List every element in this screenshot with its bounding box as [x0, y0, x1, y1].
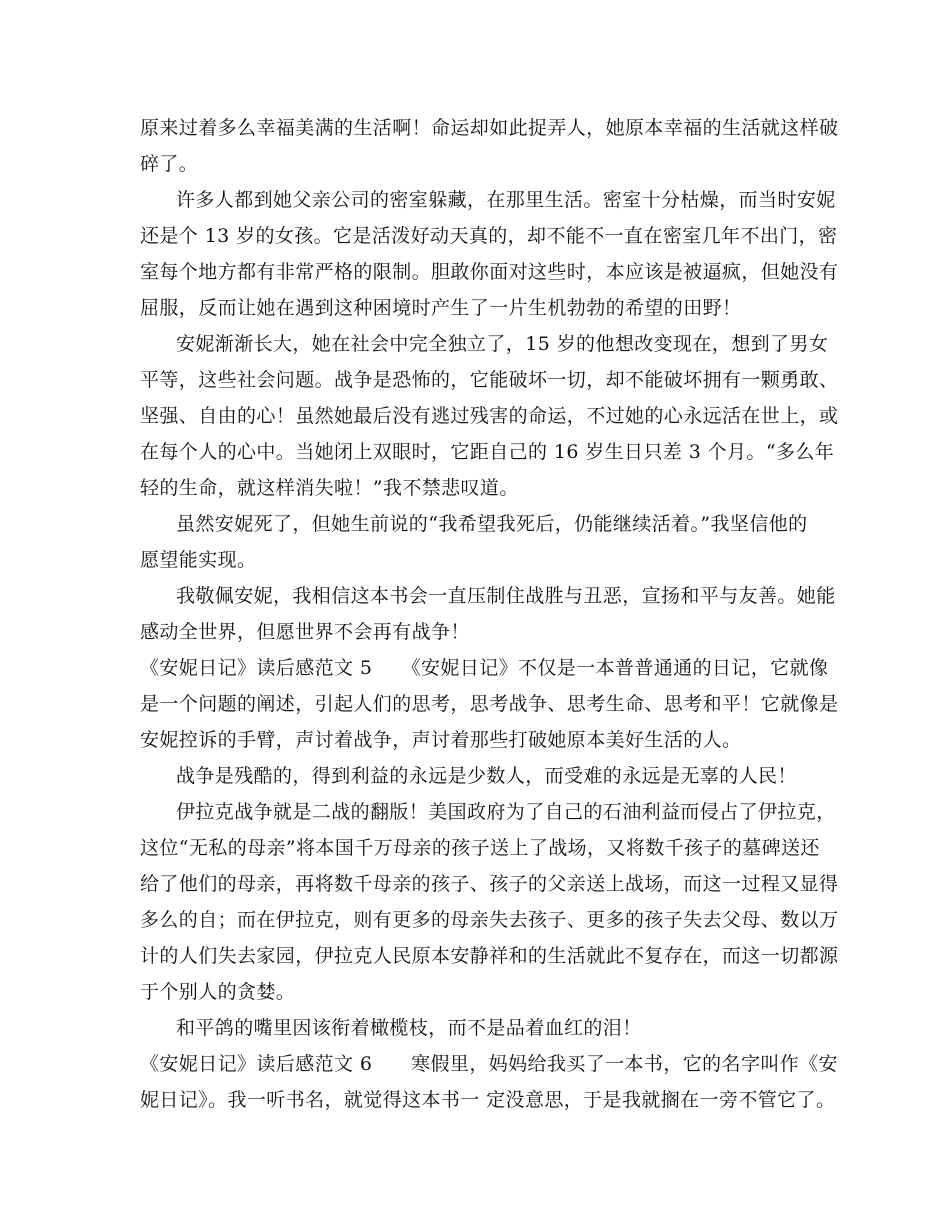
text-line: 室每个地方都有非常严格的限制。胆敢你面对这些时，本应该是被逼疯，但她没有 [140, 261, 839, 283]
text-line: 愿望能实现。 [140, 549, 257, 571]
text-line: 许多人都到她父亲公司的密室躲藏，在那里生活。密室十分枯燥，而当时安妮 [176, 189, 836, 211]
text-line: 虽然安妮死了，但她生前说的“我希望我死后，仍能继续活着。”我坚信他的 [176, 513, 808, 535]
text-line: 战争是残酷的，得到利益的永远是少数人，而受难的永远是无辜的人民！ [176, 765, 797, 787]
section-heading-line: 《安妮日记》读后感范文 6 寒假里，妈妈给我买了一本书，它的名字叫作《安 [140, 1053, 838, 1075]
text-line: 是一个问题的阐述，引起人们的思考，思考战争、思考生命、思考和平！它就像是 [140, 693, 839, 715]
text-line: 我敬佩安妮，我相信这本书会一直压制住战胜与丑恶，宣扬和平与友善。她能 [176, 585, 836, 607]
text-line: 平等，这些社会问题。战争是恐怖的，它能破坏一切，却不能破坏拥有一颗勇敢、 [140, 369, 839, 391]
text-line: 感动全世界，但愿世界不会再有战争！ [140, 621, 470, 643]
text-line: 安妮渐渐长大，她在社会中完全独立了，15 岁的他想改变现在，想到了男女 [176, 333, 829, 355]
text-line: 计的人们失去家园，伊拉克人民原本安静祥和的生活就此不复存在，而这一切都源 [140, 945, 839, 967]
text-line: 轻的生命，就这样消失啦！”我不禁悲叹道。 [140, 477, 519, 499]
text-line: 坚强、自由的心！虽然她最后没有逃过残害的命运，不过她的心永远活在世上，或 [140, 405, 839, 427]
text-line: 这位“无私的母亲”将本国千万母亲的孩子送上了战场，又将数千孩子的墓碑送还 [140, 837, 820, 859]
text-line: 和平鸽的嘴里因该衔着橄榄枝，而不是品着血红的泪！ [176, 1017, 642, 1039]
section-heading-line: 《安妮日记》读后感范文 5 《安妮日记》不仅是一本普普通通的日记，它就像 [140, 657, 829, 679]
text-line: 于个别人的贪婪。 [140, 981, 296, 1003]
text-line: 安妮控诉的手臂，声讨着战争，声讨着那些打破她原本美好生活的人。 [140, 729, 742, 751]
text-line: 给了他们的母亲，再将数千母亲的孩子、孩子的父亲送上战场，而这一过程又显得 [140, 873, 839, 895]
text-line: 还是个 13 岁的女孩。它是活泼好动天真的，却不能不一直在密室几年不出门，密 [140, 225, 838, 247]
text-line: 妮日记》。我一听书名，就觉得这本书一 定没意思，于是我就搁在一旁不管它了。 [140, 1089, 836, 1111]
text-line: 伊拉克战争就是二战的翻版！美国政府为了自己的石油利益而侵占了伊拉克， [176, 801, 836, 823]
text-line: 在每个人的心中。当她闭上双眼时，它距自己的 16 岁生日只差 3 个月。“多么年 [140, 441, 835, 463]
text-line: 屈服，反而让她在遇到这种困境时产生了一片生机勃勃的希望的田野！ [140, 297, 742, 319]
text-line: 碎了。 [140, 153, 199, 175]
text-line: 原来过着多么幸福美满的生活啊！命运却如此捉弄人，她原本幸福的生活就这样破 [140, 117, 839, 139]
text-line: 多么的自；而在伊拉克，则有更多的母亲失去孩子、更多的孩子失去父母、数以万 [140, 909, 839, 931]
